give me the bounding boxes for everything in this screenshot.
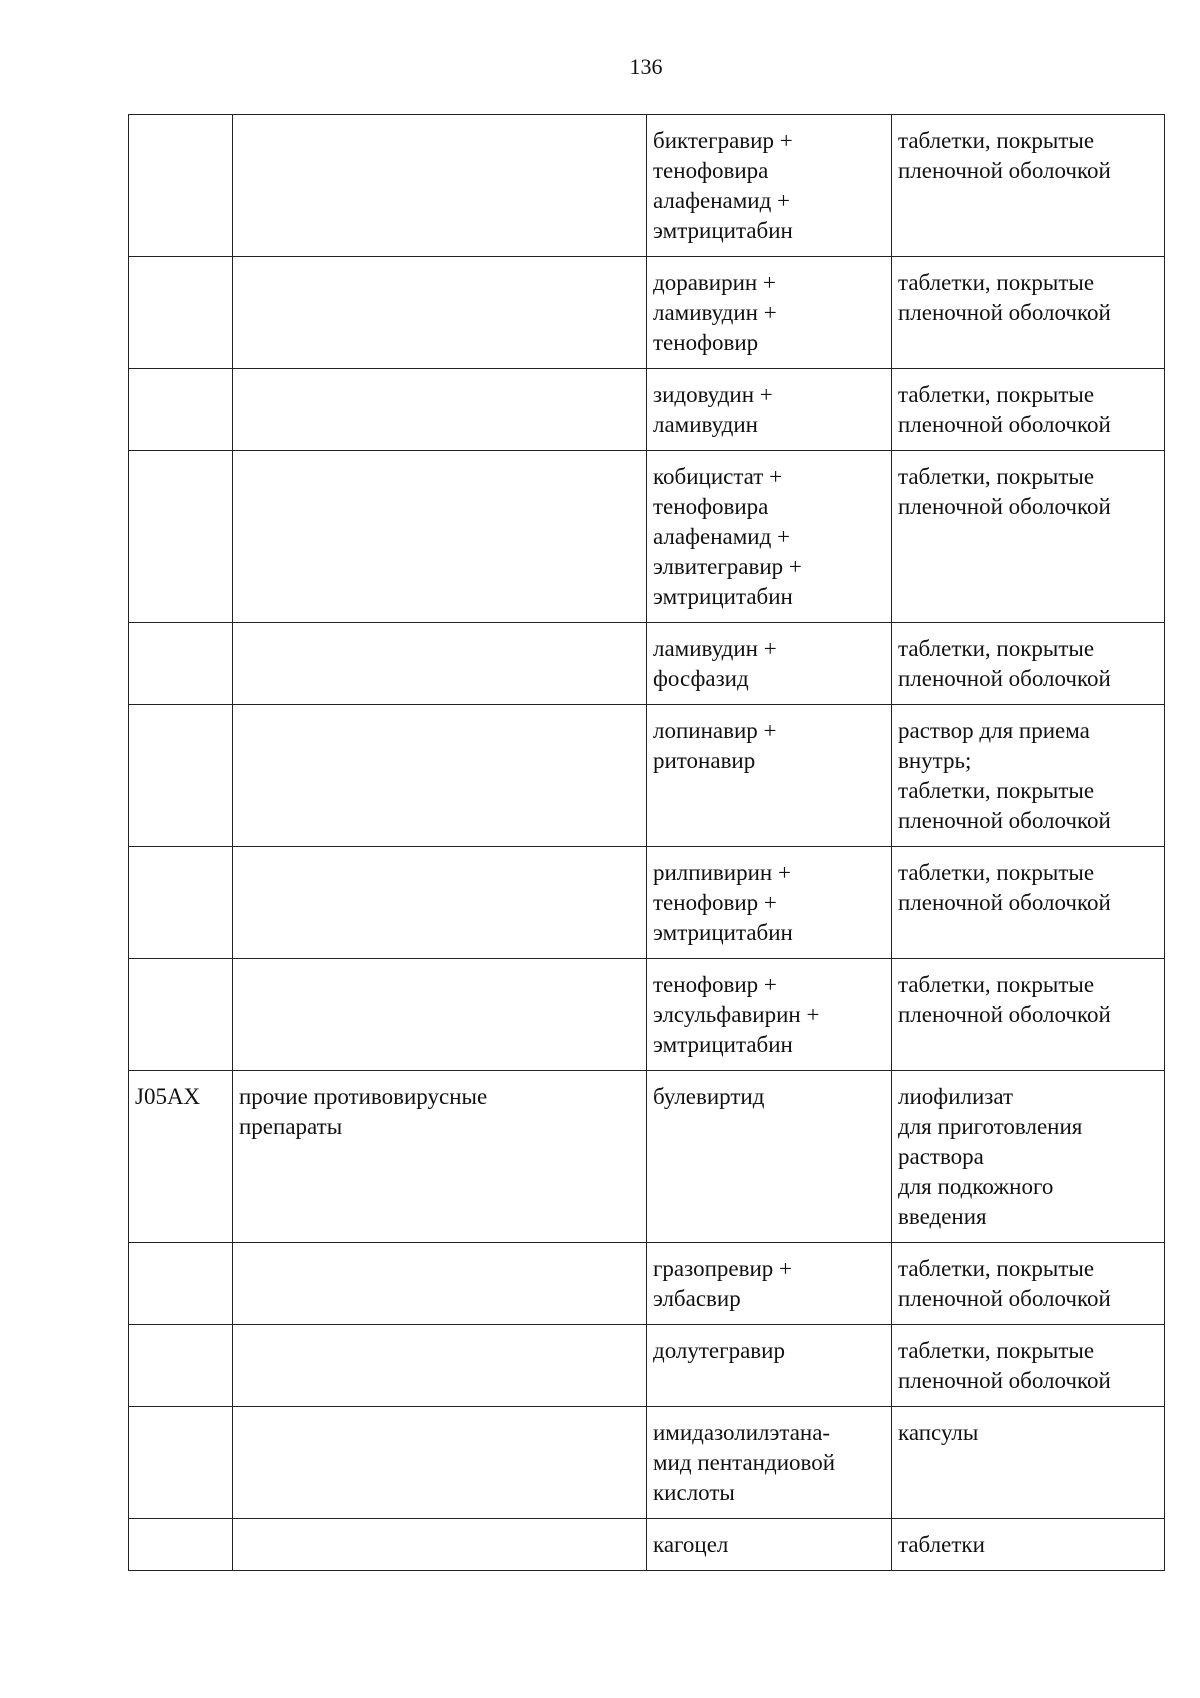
- drug-name-cell: лопинавир + ритонавир: [647, 705, 892, 847]
- group-name-cell: [233, 1407, 647, 1519]
- dosage-form-cell: таблетки, покрытые пленочной оболочкой: [892, 847, 1165, 959]
- table-row: [129, 847, 1165, 959]
- dosage-form-cell: таблетки: [892, 1519, 1165, 1571]
- dosage-form-cell: таблетки, покрытые пленочной оболочкой: [892, 369, 1165, 451]
- drug-table: [128, 114, 1165, 1571]
- dosage-form-cell: лиофилизат для приготовления раствора для подкожного введения: [892, 1071, 1165, 1243]
- atc-code-cell: [129, 1243, 233, 1325]
- dosage-form-cell: таблетки, покрытые пленочной оболочкой: [892, 1243, 1165, 1325]
- table-row: [129, 369, 1165, 451]
- atc-code-cell: [129, 369, 233, 451]
- group-name-cell: [233, 1519, 647, 1571]
- group-name-cell: [233, 115, 647, 257]
- group-name-cell: [233, 847, 647, 959]
- atc-code-cell: [129, 257, 233, 369]
- atc-code-cell: [129, 1519, 233, 1571]
- page-number: 136: [629, 54, 663, 79]
- atc-code-cell: [129, 1407, 233, 1519]
- atc-code-cell: J05AX: [129, 1071, 233, 1243]
- table-row: [129, 1519, 1165, 1571]
- drug-name-cell: ламивудин + фосфазид: [647, 623, 892, 705]
- drug-name-cell: кобицистат + тенофовира алафенамид + элвитегравир + эмтрицитабин: [647, 451, 892, 623]
- atc-code-cell: [129, 451, 233, 623]
- table-row: [129, 1407, 1165, 1519]
- table-row: [129, 451, 1165, 623]
- dosage-form-cell: таблетки, покрытые пленочной оболочкой: [892, 1325, 1165, 1407]
- drug-name-cell: рилпивирин + тенофовир + эмтрицитабин: [647, 847, 892, 959]
- table-row: [129, 115, 1165, 257]
- group-name-cell: [233, 705, 647, 847]
- group-name-cell: прочие противовирусные препараты: [233, 1071, 647, 1243]
- dosage-form-cell: таблетки, покрытые пленочной оболочкой: [892, 959, 1165, 1071]
- drug-name-cell: булевиртид: [647, 1071, 892, 1243]
- group-name-cell: [233, 1243, 647, 1325]
- table-row: [129, 705, 1165, 847]
- group-name-cell: [233, 369, 647, 451]
- drug-name-cell: зидовудин + ламивудин: [647, 369, 892, 451]
- atc-code-cell: [129, 847, 233, 959]
- drug-name-cell: гразопревир + элбасвир: [647, 1243, 892, 1325]
- dosage-form-cell: раствор для приема внутрь; таблетки, покрытые пленочной оболочкой: [892, 705, 1165, 847]
- dosage-form-cell: таблетки, покрытые пленочной оболочкой: [892, 257, 1165, 369]
- dosage-form-cell: таблетки, покрытые пленочной оболочкой: [892, 451, 1165, 623]
- table-row: [129, 623, 1165, 705]
- atc-code-cell: [129, 1325, 233, 1407]
- dosage-form-cell: таблетки, покрытые пленочной оболочкой: [892, 623, 1165, 705]
- table-row: [129, 1243, 1165, 1325]
- drug-name-cell: тенофовир + элсульфавирин + эмтрицитабин: [647, 959, 892, 1071]
- drug-name-cell: долутегравир: [647, 1325, 892, 1407]
- group-name-cell: [233, 623, 647, 705]
- drug-name-cell: доравирин + ламивудин + тенофовир: [647, 257, 892, 369]
- group-name-cell: [233, 257, 647, 369]
- dosage-form-cell: таблетки, покрытые пленочной оболочкой: [892, 115, 1165, 257]
- group-name-cell: [233, 1325, 647, 1407]
- drug-name-cell: имидазолилэтана- мид пентандиовой кислоты: [647, 1407, 892, 1519]
- atc-code-cell: [129, 115, 233, 257]
- group-name-cell: [233, 959, 647, 1071]
- drug-name-cell: биктегравир + тенофовира алафенамид + эмтрицитабин: [647, 115, 892, 257]
- table-row: [129, 959, 1165, 1071]
- atc-code-cell: [129, 705, 233, 847]
- drug-name-cell: кагоцел: [647, 1519, 892, 1571]
- atc-code-cell: [129, 623, 233, 705]
- table-row: [129, 257, 1165, 369]
- table-row: [129, 1325, 1165, 1407]
- dosage-form-cell: капсулы: [892, 1407, 1165, 1519]
- atc-code-cell: [129, 959, 233, 1071]
- table-row: [129, 1071, 1165, 1243]
- group-name-cell: [233, 451, 647, 623]
